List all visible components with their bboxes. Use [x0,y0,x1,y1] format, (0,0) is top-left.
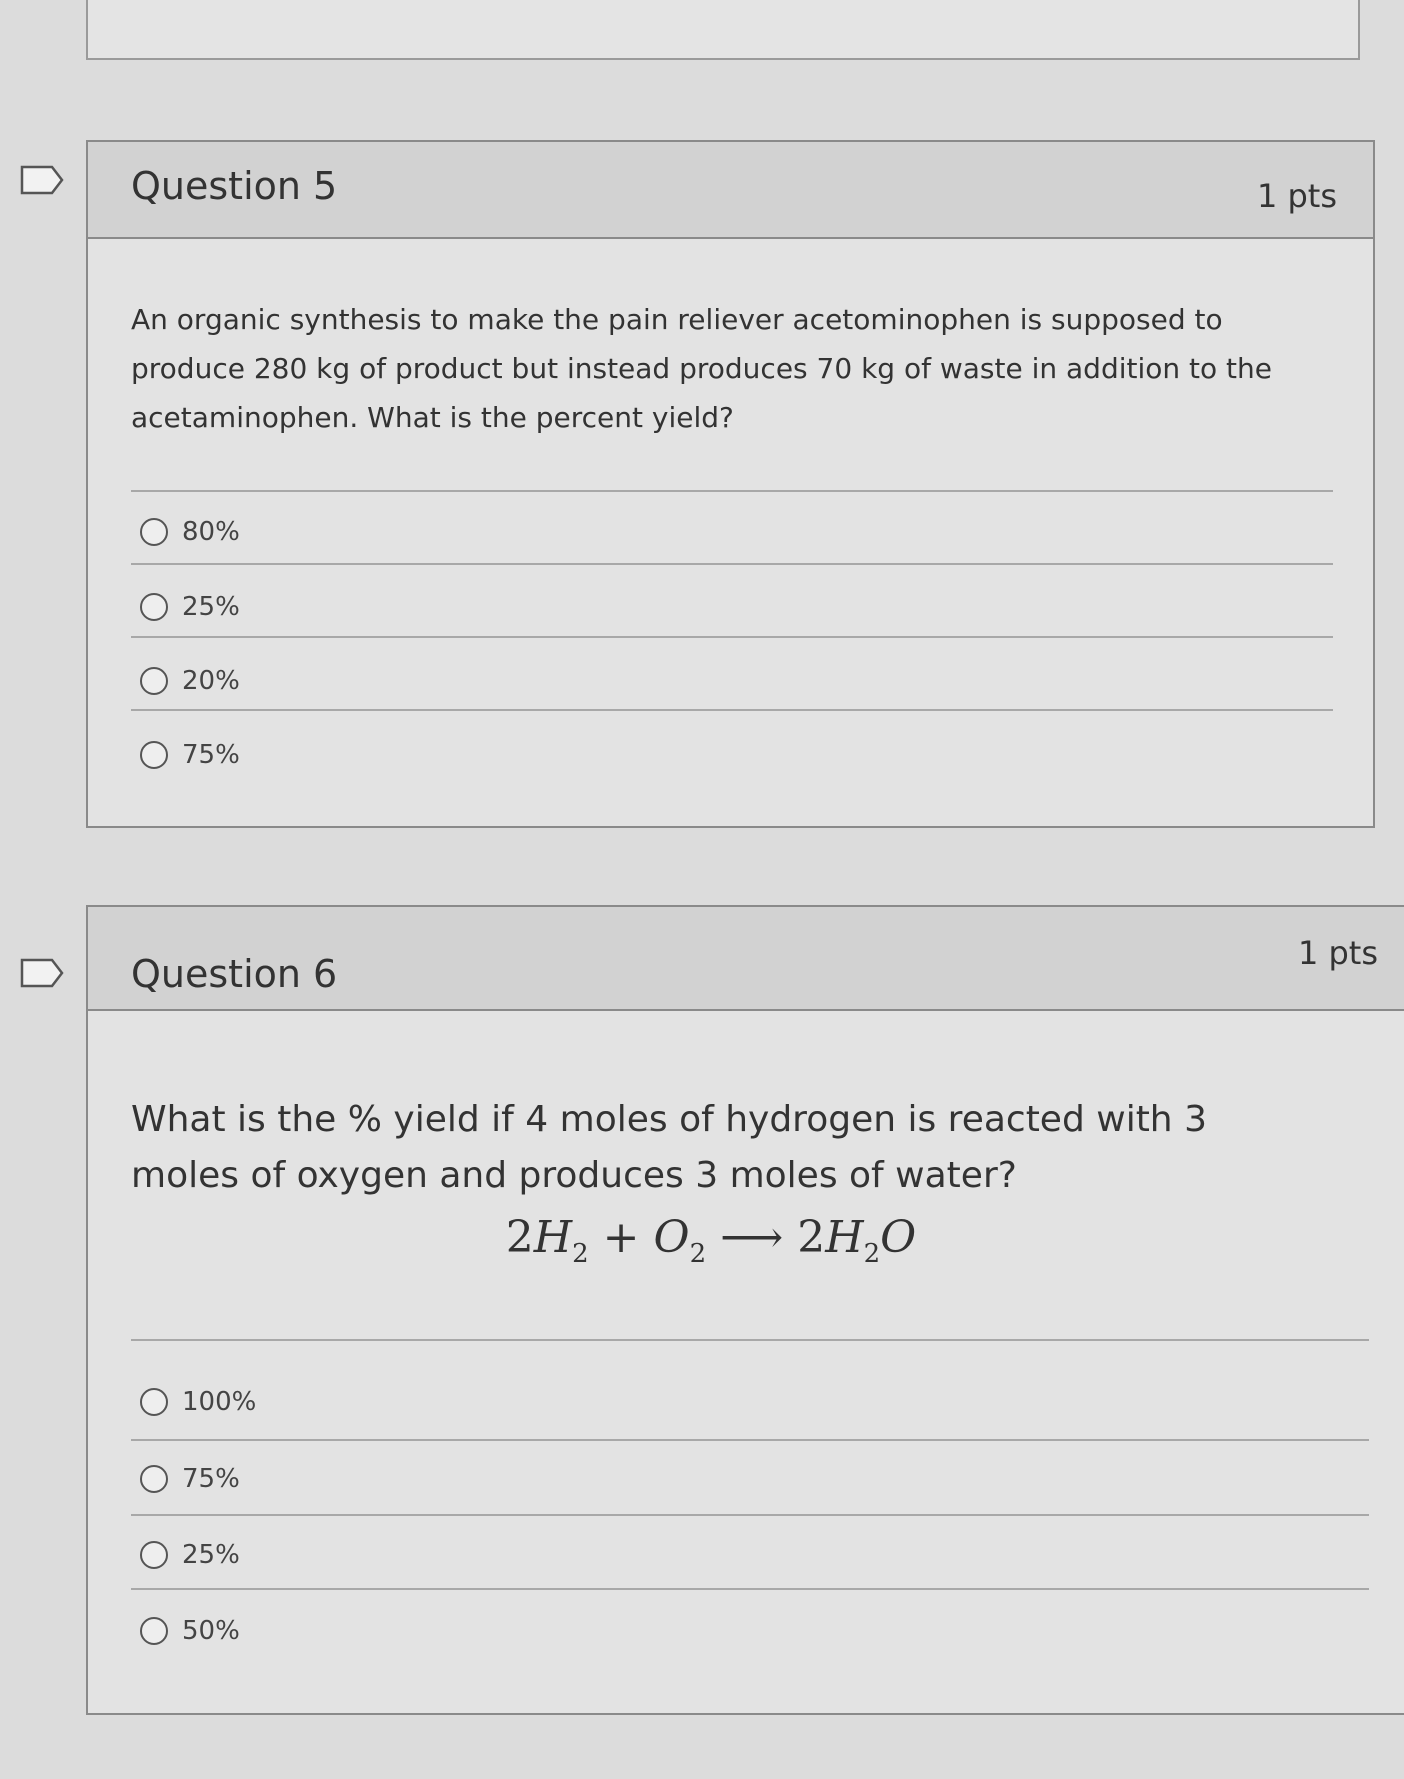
radio-button[interactable] [140,1617,168,1645]
previous-question-box [86,0,1360,60]
question-points: 1 pts [1256,177,1337,215]
question-text: What is the % yield if 4 moles of hydrogen is reacted with 3 moles of oxygen and produces 3 moles of water? [131,1099,1207,1196]
option-label: 20% [182,666,240,696]
radio-button[interactable] [140,741,168,769]
eq-subscript: 2 [863,1238,881,1269]
eq-symbol: O [880,1212,917,1263]
eq-coef: 2 [797,1212,826,1263]
eq-coef: 2 [505,1212,534,1263]
radio-button[interactable] [140,593,168,621]
question-5-card [86,140,1375,828]
chemical-equation [8,1212,1404,1269]
divider [131,1514,1369,1516]
option-label: 25% [182,592,240,622]
answer-option[interactable] [140,592,240,622]
answer-option[interactable] [140,740,240,770]
radio-button[interactable] [140,1541,168,1569]
eq-arrow: ⟶ [720,1212,784,1263]
divider [131,709,1333,711]
answer-option[interactable] [140,1616,240,1646]
divider [131,490,1333,492]
divider [131,563,1333,565]
option-label: 75% [182,1464,240,1494]
divider [131,1439,1369,1441]
question-title: Question 6 [131,952,338,996]
option-label: 75% [182,740,240,770]
divider [131,1588,1369,1590]
option-label: 25% [182,1540,240,1570]
eq-plus: + [602,1212,640,1263]
answer-option[interactable] [140,1540,240,1570]
option-label: 100% [182,1387,257,1417]
eq-symbol: O [653,1212,690,1263]
bookmark-flag-icon[interactable] [20,165,64,195]
option-label: 50% [182,1616,240,1646]
option-label: 80% [182,517,240,547]
radio-button[interactable] [140,1388,168,1416]
radio-button[interactable] [140,667,168,695]
eq-subscript: 2 [572,1238,589,1269]
answer-option[interactable] [140,666,240,696]
answer-option[interactable] [140,1387,256,1417]
question-points: 1 pts [1297,934,1378,972]
bookmark-flag-icon[interactable] [20,958,64,988]
question-title: Question 5 [131,164,338,208]
question-header [88,907,1404,1011]
divider [131,636,1333,638]
eq-symbol: H [825,1212,864,1263]
radio-button[interactable] [140,1465,168,1493]
radio-button[interactable] [140,518,168,546]
answer-option[interactable] [140,517,240,547]
question-6-card [86,905,1404,1715]
divider [131,1339,1369,1341]
question-header [88,142,1373,239]
answer-option[interactable] [140,1464,240,1494]
question-text: An organic synthesis to make the pain reliever acetominophen is supposed to produce 280 kg of product but instead produces 70 kg of waste in addition to the acetaminophen. What is the percent yield? [131,303,1272,434]
eq-subscript: 2 [689,1238,707,1269]
eq-symbol: H [533,1212,573,1263]
